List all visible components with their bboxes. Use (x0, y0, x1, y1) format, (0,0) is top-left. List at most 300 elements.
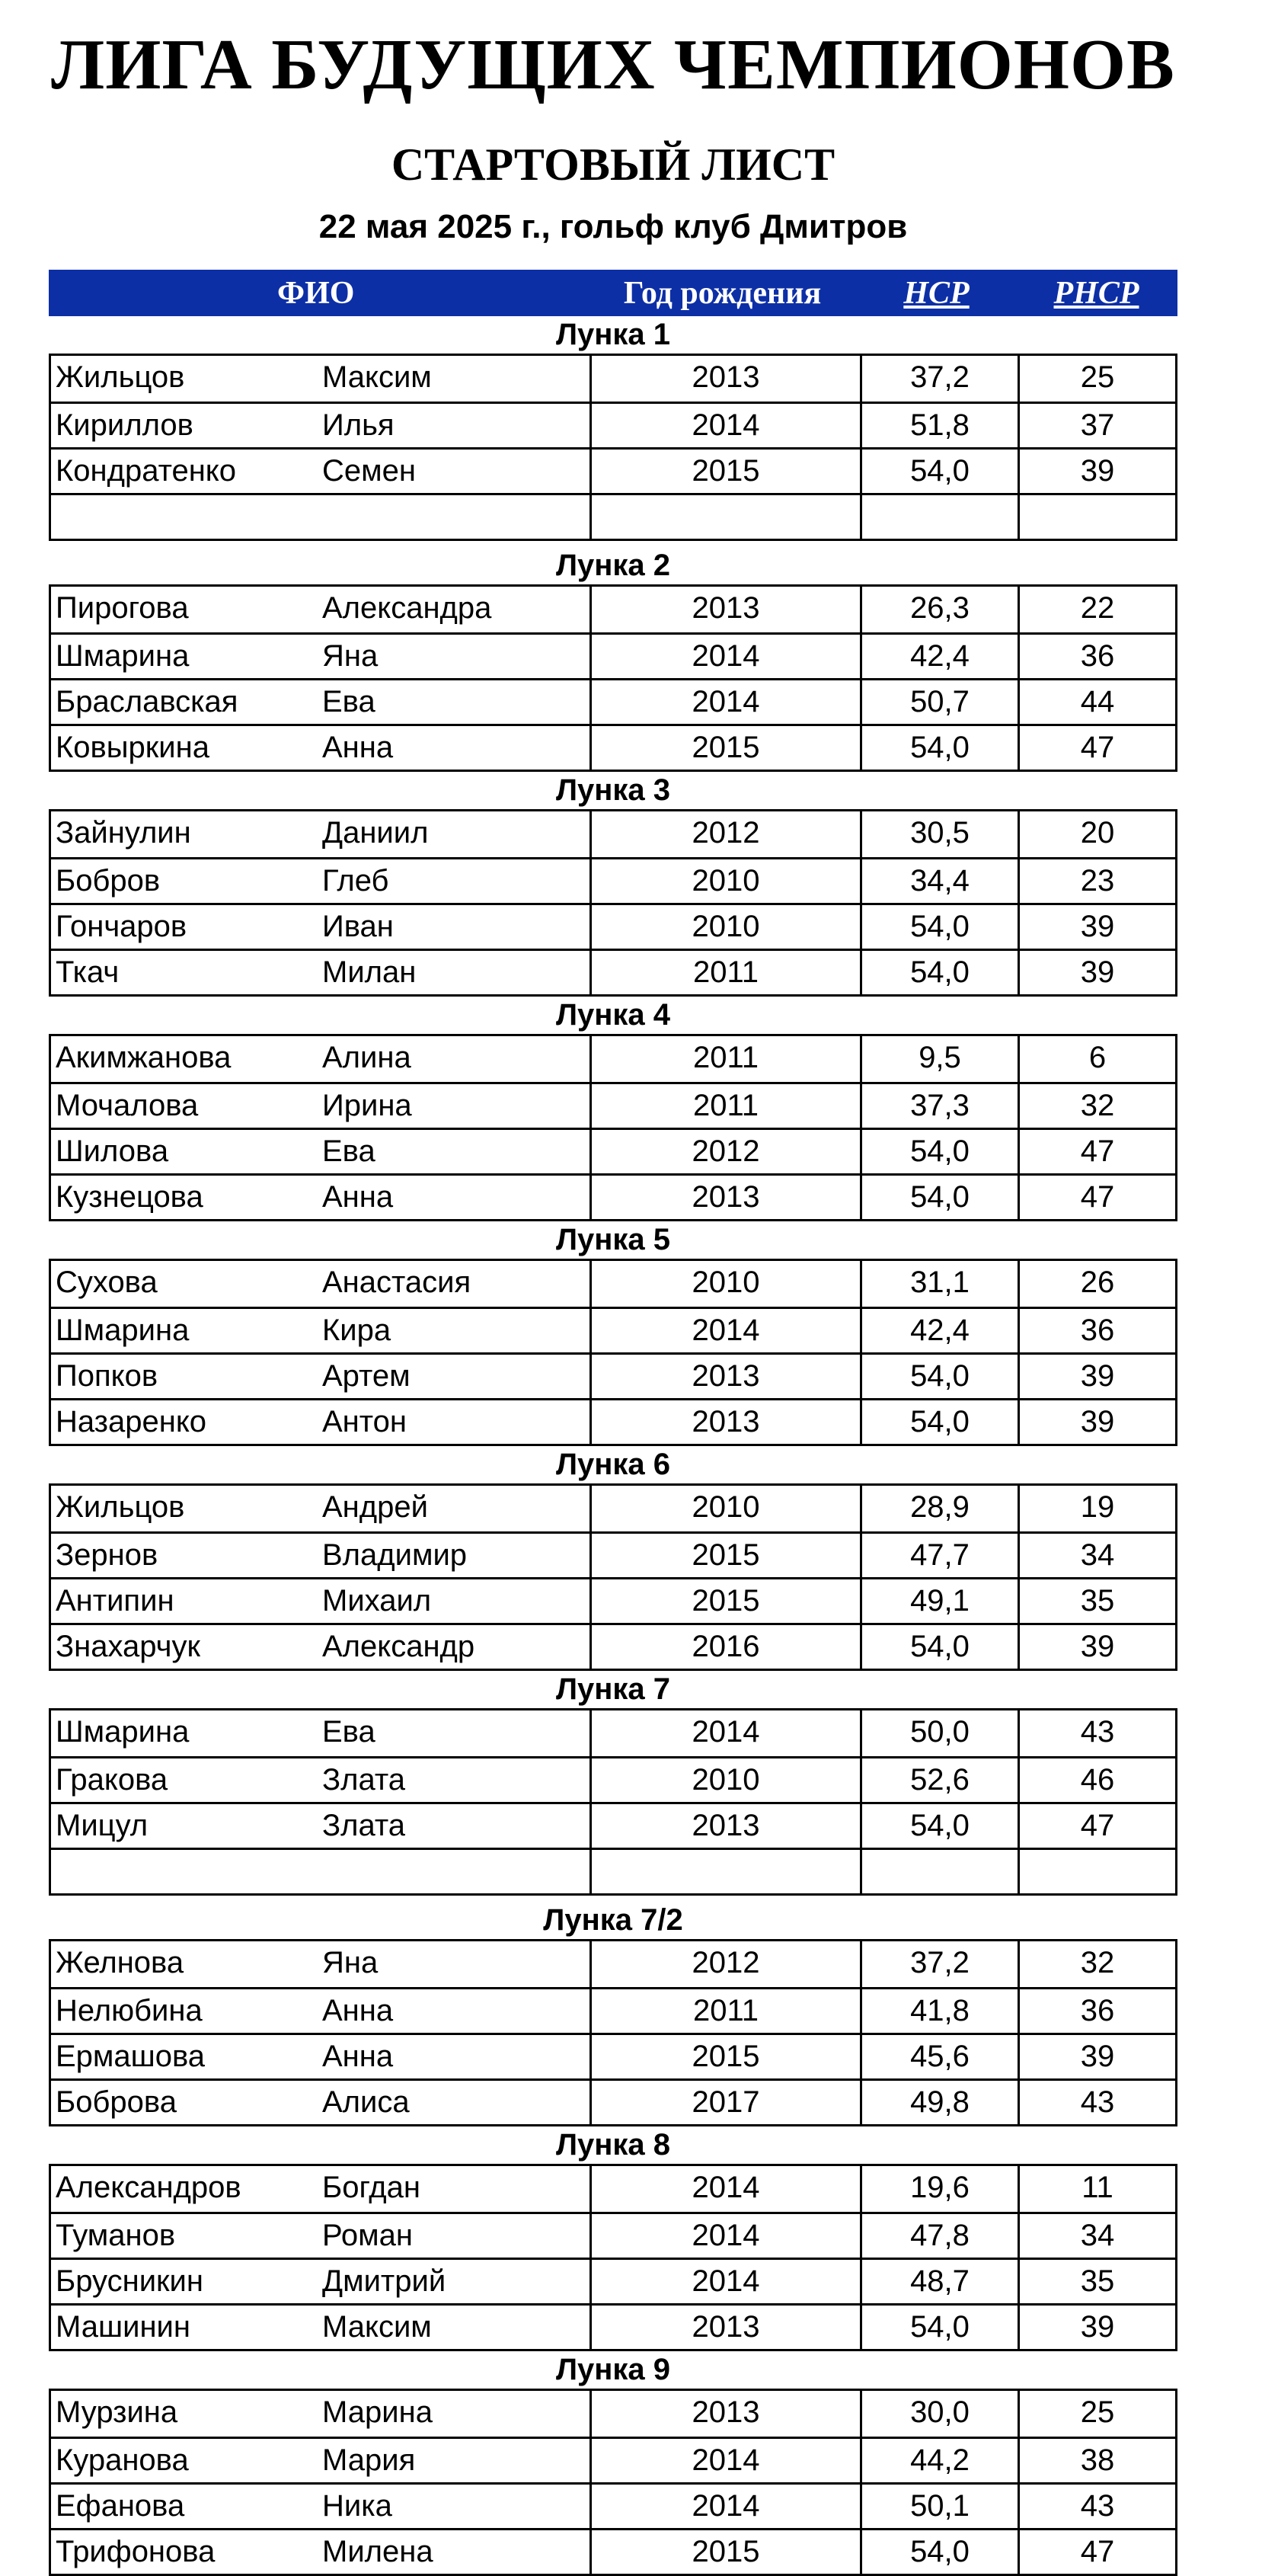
birth-year-cell: 2011 (589, 1036, 860, 1082)
hcp-cell: 54,0 (860, 726, 1018, 770)
birth-year-cell: 2013 (589, 1804, 860, 1848)
hole-table (49, 1483, 1177, 1671)
phcp-cell: 36 (1018, 1989, 1175, 2033)
player-name-cell (51, 811, 589, 857)
hcp-cell: 54,0 (860, 2530, 1018, 2574)
table-row (51, 1531, 1175, 1577)
hcp-cell: 34,4 (860, 859, 1018, 903)
player-first-name (322, 495, 589, 539)
hole-label: Лунка 5 (555, 1223, 671, 1256)
player-name-cell (51, 2530, 589, 2574)
phcp-cell (1018, 495, 1175, 539)
player-last-name: Зайнулин (56, 816, 191, 850)
player-first-name: Ирина (322, 1089, 412, 1122)
hcp-cell: 54,0 (860, 1355, 1018, 1398)
player-name-cell (51, 859, 589, 903)
phcp-cell: 47 (1018, 2530, 1175, 2574)
player-first-name: Кира (322, 1314, 391, 1347)
table-row (51, 949, 1175, 994)
phcp-cell: 22 (1018, 587, 1175, 632)
player-first-name: Иван (322, 910, 394, 943)
hcp-cell: 31,1 (860, 1261, 1018, 1307)
table-row (51, 1261, 1175, 1307)
player-first-name: Александра (322, 591, 492, 625)
column-header-name: ФИО (277, 275, 355, 311)
table-row (51, 2033, 1175, 2078)
phcp-cell: 32 (1018, 1941, 1175, 1987)
player-last-name: Ермашова (56, 2040, 206, 2073)
phcp-cell: 43 (1018, 2081, 1175, 2124)
hcp-cell: 30,0 (860, 2391, 1018, 2437)
player-name-cell (51, 951, 589, 994)
hcp-cell: 54,0 (860, 2306, 1018, 2349)
player-first-name: Алиса (322, 2085, 410, 2119)
hcp-cell: 54,0 (860, 1176, 1018, 1219)
birth-year-cell: 2015 (589, 2035, 860, 2078)
document-title: ЛИГА БУДУЩИХ ЧЕМПИОНОВ (51, 25, 1175, 104)
hcp-cell: 50,1 (860, 2485, 1018, 2528)
table-row (51, 1577, 1175, 1623)
table-row (51, 1987, 1175, 2033)
table-row (51, 2258, 1175, 2303)
phcp-cell: 36 (1018, 1309, 1175, 1352)
column-header-phcp[interactable]: PHCP (1053, 275, 1139, 311)
player-first-name: Богдан (322, 2171, 420, 2204)
birth-year-cell: 2013 (589, 587, 860, 632)
player-last-name: Антипин (56, 1584, 174, 1618)
player-name-cell (51, 1710, 589, 1756)
phcp-cell: 26 (1018, 1261, 1175, 1307)
hole-label: Лунка 1 (555, 318, 671, 351)
hole-section (49, 2351, 1177, 2576)
hole-section (49, 316, 1177, 547)
player-last-name: Акимжанова (56, 1041, 232, 1074)
player-name-cell (51, 2485, 589, 2528)
document-subtitle: СТАРТОВЫЙ ЛИСТ (391, 139, 835, 190)
hcp-cell: 41,8 (860, 1989, 1018, 2033)
player-first-name: Антон (322, 1405, 407, 1438)
hole-label: Лунка 7/2 (543, 1903, 683, 1937)
player-first-name: Ника (322, 2489, 392, 2523)
hcp-cell: 26,3 (860, 587, 1018, 632)
birth-year-cell: 2014 (589, 2439, 860, 2482)
player-first-name: Артем (322, 1359, 411, 1393)
hole-table (49, 1034, 1177, 1221)
phcp-cell (1018, 1850, 1175, 1893)
hcp-cell: 28,9 (860, 1486, 1018, 1531)
hole-section (49, 1221, 1177, 1446)
birth-year-cell: 2013 (589, 1400, 860, 1444)
hole-table (49, 354, 1177, 541)
hole-label: Лунка 2 (555, 549, 671, 582)
player-name-cell (51, 1804, 589, 1848)
table-row (51, 1307, 1175, 1352)
player-first-name: Даниил (322, 816, 429, 850)
player-last-name: Мурзина (56, 2395, 178, 2429)
table-row (51, 1352, 1175, 1398)
table-row (51, 724, 1175, 770)
player-name-cell (51, 404, 589, 447)
player-last-name: Жильцов (56, 360, 185, 394)
table-row (51, 1173, 1175, 1219)
hcp-cell: 54,0 (860, 951, 1018, 994)
player-name-cell (51, 587, 589, 632)
player-last-name: Туманов (56, 2219, 176, 2252)
birth-year-cell: 2013 (589, 1176, 860, 1219)
player-last-name: Гончаров (56, 910, 187, 943)
player-name-cell (51, 1486, 589, 1531)
hcp-cell: 48,7 (860, 2260, 1018, 2303)
birth-year-cell: 2010 (589, 905, 860, 949)
player-last-name: Мочалова (56, 1089, 199, 1122)
player-name-cell (51, 1941, 589, 1987)
player-first-name: Милена (322, 2535, 433, 2568)
phcp-cell: 25 (1018, 356, 1175, 402)
birth-year-cell: 2014 (589, 404, 860, 447)
player-name-cell (51, 2439, 589, 2482)
table-row (51, 2078, 1175, 2124)
phcp-cell: 35 (1018, 2260, 1175, 2303)
section-spacer (49, 1896, 1177, 1902)
hcp-cell: 37,2 (860, 356, 1018, 402)
table-row (51, 356, 1175, 402)
phcp-cell: 47 (1018, 1176, 1175, 1219)
phcp-cell: 47 (1018, 1130, 1175, 1173)
hcp-cell: 37,2 (860, 1941, 1018, 1987)
player-name-cell (51, 2391, 589, 2437)
birth-year-cell: 2015 (589, 1534, 860, 1577)
birth-year-cell: 2014 (589, 2260, 860, 2303)
player-name-cell (51, 356, 589, 402)
phcp-cell: 47 (1018, 1804, 1175, 1848)
player-last-name: Ткач (56, 955, 120, 989)
player-last-name: Кириллов (56, 408, 193, 442)
hole-section (49, 1446, 1177, 1671)
hole-label: Лунка 6 (555, 1448, 671, 1481)
player-name-cell (51, 495, 589, 539)
player-last-name: Трифонова (56, 2535, 216, 2568)
table-row (51, 1756, 1175, 1802)
hcp-cell: 47,7 (860, 1534, 1018, 1577)
phcp-cell: 39 (1018, 951, 1175, 994)
phcp-cell: 6 (1018, 1036, 1175, 1082)
player-first-name: Яна (322, 639, 379, 673)
hcp-cell: 19,6 (860, 2166, 1018, 2212)
hcp-cell: 54,0 (860, 1625, 1018, 1669)
birth-year-cell: 2014 (589, 1309, 860, 1352)
player-name-cell (51, 1084, 589, 1128)
player-first-name: Максим (322, 360, 432, 394)
phcp-cell: 23 (1018, 859, 1175, 903)
player-name-cell (51, 726, 589, 770)
player-last-name: Ковыркина (56, 731, 209, 764)
player-last-name (56, 1850, 322, 1893)
player-last-name: Попков (56, 1359, 158, 1393)
phcp-cell: 43 (1018, 2485, 1175, 2528)
player-first-name: Владимир (322, 1538, 468, 1572)
player-first-name: Александр (322, 1630, 475, 1663)
hcp-cell: 45,6 (860, 2035, 1018, 2078)
phcp-cell: 39 (1018, 1355, 1175, 1398)
player-last-name: Шмарина (56, 639, 190, 673)
birth-year-cell: 2014 (589, 2485, 860, 2528)
phcp-cell: 11 (1018, 2166, 1175, 2212)
hcp-cell: 54,0 (860, 1400, 1018, 1444)
hole-label: Лунка 3 (555, 773, 671, 807)
player-last-name: Шмарина (56, 1715, 190, 1749)
hcp-cell: 50,7 (860, 680, 1018, 724)
phcp-cell: 37 (1018, 404, 1175, 447)
table-row (51, 1710, 1175, 1756)
player-first-name: Глеб (322, 864, 389, 898)
hole-table (49, 1939, 1177, 2126)
player-name-cell (51, 450, 589, 493)
player-first-name: Ева (322, 1134, 375, 1168)
birth-year-cell: 2012 (589, 1130, 860, 1173)
birth-year-cell: 2015 (589, 1579, 860, 1623)
table-row (51, 2482, 1175, 2528)
table-row (51, 2391, 1175, 2437)
birth-year-cell: 2014 (589, 635, 860, 678)
player-last-name: Знахарчук (56, 1630, 200, 1663)
player-first-name: Ева (322, 1715, 375, 1749)
phcp-cell: 19 (1018, 1486, 1175, 1531)
hcp-cell: 49,8 (860, 2081, 1018, 2124)
player-name-cell (51, 1989, 589, 2033)
player-first-name: Анастасия (322, 1266, 471, 1299)
player-last-name: Шмарина (56, 1314, 190, 1347)
birth-year-cell: 2012 (589, 1941, 860, 1987)
hcp-cell: 47,8 (860, 2214, 1018, 2258)
player-last-name: Бобров (56, 864, 161, 898)
hcp-cell: 44,2 (860, 2439, 1018, 2482)
player-name-cell (51, 2214, 589, 2258)
column-header-bar (49, 270, 1177, 316)
table-row (51, 632, 1175, 678)
player-name-cell (51, 635, 589, 678)
player-name-cell (51, 1130, 589, 1173)
birth-year-cell: 2011 (589, 1989, 860, 2033)
player-last-name: Боброва (56, 2085, 177, 2119)
hole-table (49, 809, 1177, 997)
phcp-cell: 39 (1018, 1625, 1175, 1669)
player-last-name: Пирогова (56, 591, 189, 625)
birth-year-cell (589, 495, 860, 539)
table-row (51, 2212, 1175, 2258)
birth-year-cell: 2015 (589, 726, 860, 770)
player-first-name: Семен (322, 454, 416, 488)
player-name-cell (51, 2081, 589, 2124)
hole-table (49, 1708, 1177, 1896)
player-name-cell (51, 1355, 589, 1398)
player-first-name: Илья (322, 408, 395, 442)
hcp-cell: 42,4 (860, 1309, 1018, 1352)
player-name-cell (51, 2035, 589, 2078)
player-last-name: Кондратенко (56, 454, 236, 488)
birth-year-cell: 2010 (589, 1261, 860, 1307)
table-row (51, 402, 1175, 447)
hcp-cell: 37,3 (860, 1084, 1018, 1128)
player-first-name: Милан (322, 955, 417, 989)
phcp-cell: 39 (1018, 1400, 1175, 1444)
player-name-cell (51, 1176, 589, 1219)
table-row (51, 2528, 1175, 2574)
player-name-cell (51, 2166, 589, 2212)
hole-section (49, 2126, 1177, 2351)
player-name-cell (51, 1261, 589, 1307)
phcp-cell: 39 (1018, 905, 1175, 949)
table-row (51, 857, 1175, 903)
table-row (51, 1802, 1175, 1848)
player-name-cell (51, 680, 589, 724)
player-last-name: Сухова (56, 1266, 158, 1299)
birth-year-cell: 2015 (589, 450, 860, 493)
player-first-name: Дмитрий (322, 2264, 446, 2298)
phcp-cell: 46 (1018, 1758, 1175, 1802)
hole-section (49, 1902, 1177, 2126)
hole-table (49, 2164, 1177, 2351)
birth-year-cell: 2010 (589, 1758, 860, 1802)
phcp-cell: 35 (1018, 1579, 1175, 1623)
player-first-name: Злата (322, 1763, 405, 1797)
birth-year-cell: 2013 (589, 1355, 860, 1398)
birth-year-cell: 2015 (589, 2530, 860, 2574)
table-row (51, 1486, 1175, 1531)
birth-year-cell: 2012 (589, 811, 860, 857)
table-row (51, 2303, 1175, 2349)
birth-year-cell: 2013 (589, 2306, 860, 2349)
hcp-cell (860, 495, 1018, 539)
phcp-cell: 39 (1018, 450, 1175, 493)
player-first-name: Ева (322, 685, 375, 718)
phcp-cell: 44 (1018, 680, 1175, 724)
player-first-name: Роман (322, 2219, 414, 2252)
table-row (51, 1623, 1175, 1669)
hcp-cell: 30,5 (860, 811, 1018, 857)
table-row (51, 903, 1175, 949)
hole-label: Лунка 9 (555, 2353, 671, 2386)
player-first-name: Максим (322, 2310, 432, 2344)
table-row (51, 587, 1175, 632)
birth-year-cell: 2016 (589, 1625, 860, 1669)
hcp-cell: 52,6 (860, 1758, 1018, 1802)
hole-label: Лунка 8 (555, 2128, 671, 2162)
hcp-cell: 50,0 (860, 1710, 1018, 1756)
birth-year-cell: 2014 (589, 2214, 860, 2258)
table-row (51, 811, 1175, 857)
player-name-cell (51, 2306, 589, 2349)
player-first-name: Анна (322, 731, 394, 764)
phcp-cell: 36 (1018, 635, 1175, 678)
player-name-cell (51, 1579, 589, 1623)
hcp-cell: 49,1 (860, 1579, 1018, 1623)
player-first-name: Михаил (322, 1584, 432, 1618)
hole-section (49, 772, 1177, 997)
birth-year-cell: 2011 (589, 951, 860, 994)
column-header-hcp[interactable]: HCP (903, 275, 970, 311)
player-name-cell (51, 1036, 589, 1082)
table-row (51, 1941, 1175, 1987)
hcp-cell: 9,5 (860, 1036, 1018, 1082)
player-first-name: Марина (322, 2395, 433, 2429)
player-last-name: Брусникин (56, 2264, 203, 2298)
player-last-name: Жильцов (56, 1490, 185, 1524)
phcp-cell: 39 (1018, 2035, 1175, 2078)
hcp-cell: 54,0 (860, 1804, 1018, 1848)
hole-section (49, 997, 1177, 1221)
birth-year-cell: 2014 (589, 2166, 860, 2212)
player-first-name: Андрей (322, 1490, 428, 1524)
event-date-venue: 22 мая 2025 г., гольф клуб Дмитров (318, 208, 908, 245)
birth-year-cell: 2013 (589, 356, 860, 402)
hcp-cell: 54,0 (860, 450, 1018, 493)
player-last-name: Браславская (56, 685, 238, 718)
player-first-name: Анна (322, 1994, 394, 2027)
player-name-cell (51, 1400, 589, 1444)
player-first-name: Алина (322, 1041, 411, 1074)
birth-year-cell: 2010 (589, 1486, 860, 1531)
table-row (51, 2166, 1175, 2212)
table-row (51, 493, 1175, 539)
player-first-name (322, 1850, 589, 1893)
phcp-cell: 38 (1018, 2439, 1175, 2482)
start-list-document (49, 0, 1177, 2576)
table-row (51, 447, 1175, 493)
player-last-name: Желнова (56, 1946, 184, 1979)
table-row (51, 2437, 1175, 2482)
player-first-name: Яна (322, 1946, 379, 1979)
phcp-cell: 20 (1018, 811, 1175, 857)
birth-year-cell: 2013 (589, 2391, 860, 2437)
hole-label: Лунка 7 (555, 1672, 671, 1706)
player-last-name: Нелюбина (56, 1994, 203, 2027)
table-row (51, 1398, 1175, 1444)
hole-section (49, 547, 1177, 772)
phcp-cell: 34 (1018, 2214, 1175, 2258)
player-first-name: Злата (322, 1809, 405, 1842)
player-name-cell (51, 1625, 589, 1669)
table-row (51, 1848, 1175, 1893)
player-last-name: Ефанова (56, 2489, 185, 2523)
birth-year-cell: 2017 (589, 2081, 860, 2124)
player-last-name: Машинин (56, 2310, 190, 2344)
phcp-cell: 34 (1018, 1534, 1175, 1577)
table-row (51, 1036, 1175, 1082)
birth-year-cell: 2010 (589, 859, 860, 903)
player-name-cell (51, 1850, 589, 1893)
player-last-name: Зернов (56, 1538, 158, 1572)
phcp-cell: 47 (1018, 726, 1175, 770)
player-last-name: Мицул (56, 1809, 149, 1842)
birth-year-cell: 2014 (589, 680, 860, 724)
player-first-name: Мария (322, 2443, 416, 2477)
section-spacer (49, 541, 1177, 547)
birth-year-cell: 2011 (589, 1084, 860, 1128)
player-last-name: Гракова (56, 1763, 168, 1797)
player-last-name: Шилова (56, 1134, 169, 1168)
table-row (51, 1128, 1175, 1173)
hole-table (49, 1259, 1177, 1446)
player-last-name: Александров (56, 2171, 241, 2204)
birth-year-cell (589, 1850, 860, 1893)
column-header-birth-year: Год рождения (623, 275, 822, 311)
player-last-name: Кузнецова (56, 1180, 203, 1214)
player-first-name: Анна (322, 1180, 394, 1214)
phcp-cell: 39 (1018, 2306, 1175, 2349)
player-name-cell (51, 1309, 589, 1352)
player-name-cell (51, 905, 589, 949)
hcp-cell: 42,4 (860, 635, 1018, 678)
